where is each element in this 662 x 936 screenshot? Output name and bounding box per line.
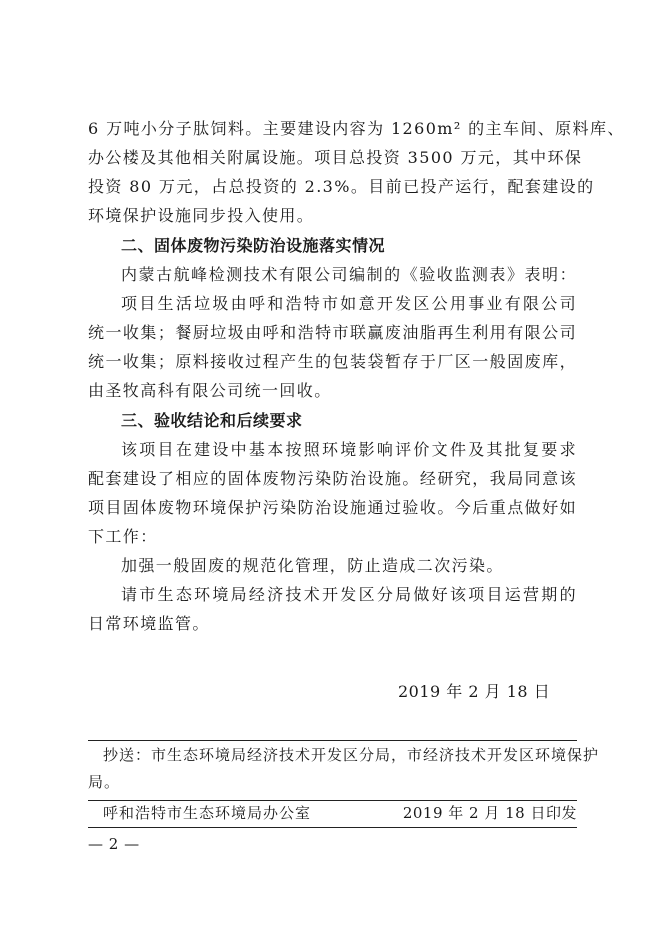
paragraph-line: 办公楼及其他相关附属设施。项目总投资 3500 万元，其中环保 [88,148,583,167]
page-number: — 2 — [88,835,140,853]
paragraph-line: 该项目在建设中基本按照环境影响评价文件及其批复要求 [121,440,577,459]
paragraph-line: 加强一般固废的规范化管理，防止造成二次污染。 [121,556,504,575]
signature-date: 2019 年 2 月 18 日 [398,682,551,701]
paragraph-line: 项目固体废物环境保护污染防治设施通过验收。今后重点做好如 [88,498,577,517]
paragraph-line: 统一收集；餐厨垃圾由呼和浩特市联赢废油脂再生利用有限公司 [88,323,577,342]
issuer-office: 呼和浩特市生态环境局办公室 [103,804,312,822]
footer-rule-bottom [88,827,577,828]
paragraph-line: 下工作： [88,527,158,546]
paragraph-line: 请市生态环境局经济技术开发区分局做好该项目运营期的 [121,585,577,604]
cc-line-continued: 局。 [88,773,121,791]
paragraph-line: 内蒙古航峰检测技术有限公司编制的《验收监测表》表明： [121,265,577,284]
paragraph-line: 日常环境监管。 [88,614,210,633]
paragraph-line: 项目生活垃圾由呼和浩特市如意开发区公用事业有限公司 [121,294,577,313]
paragraph-line: 统一收集；原料接收过程产生的包装袋暂存于厂区一般固废库， [88,352,577,371]
paragraph-line: 配套建设了相应的固体废物污染防治设施。经研究，我局同意该 [88,469,577,488]
section-heading-2: 二、固体废物污染防治设施落实情况 [121,236,386,255]
footer-rule-top [88,740,577,741]
paragraph-line: 6 万吨小分子肽饲料。主要建设内容为 1260m² 的主车间、原料库、 [88,119,625,138]
issue-date: 2019 年 2 月 18 日印发 [402,804,577,822]
section-heading-3: 三、验收结论和后续要求 [121,411,303,430]
paragraph-line: 环境保护设施同步投入使用。 [88,206,315,225]
paragraph-line: 由圣牧高科有限公司统一回收。 [88,381,332,400]
footer-rule-middle [88,800,577,801]
paragraph-line: 投资 80 万元，占总投资的 2.3%。目前已投产运行，配套建设的 [88,177,595,196]
cc-line: 抄送：市生态环境局经济技术开发区分局，市经济技术开发区环境保护 [103,746,600,764]
